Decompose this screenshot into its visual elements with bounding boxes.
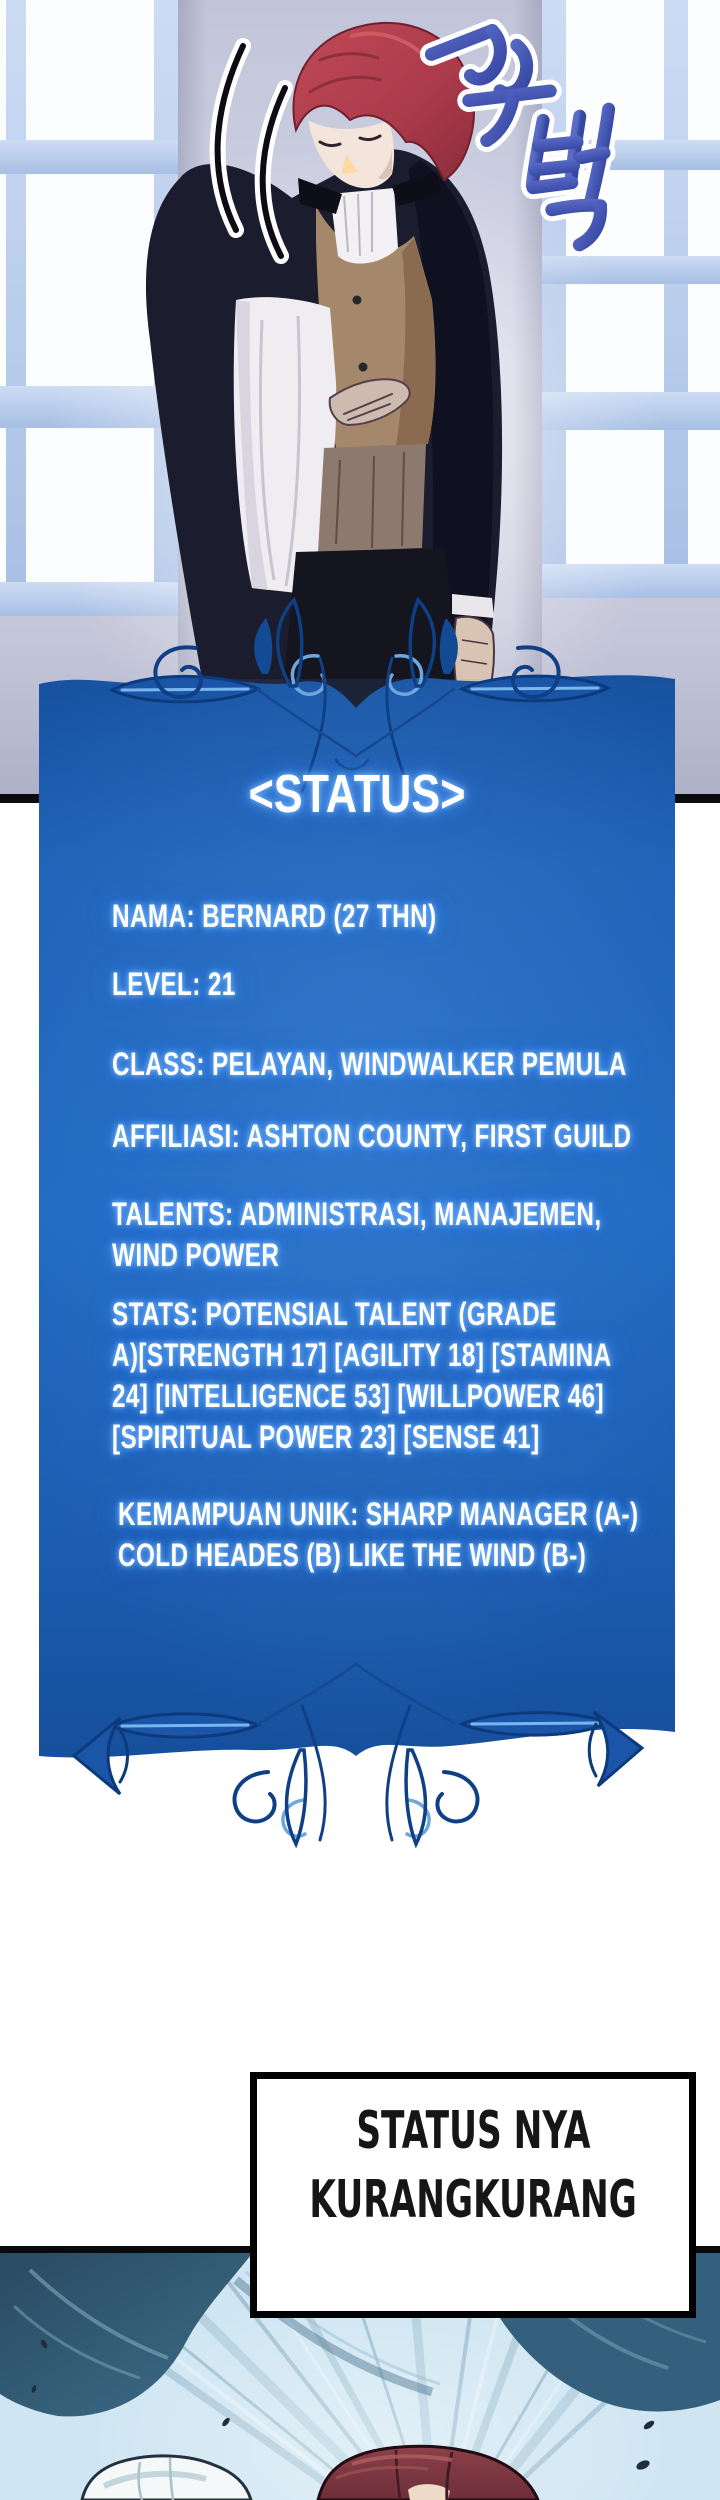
status-field-stats-2: A)[STRENGTH 17] [AGILITY 18] [STAMINA [112,1337,612,1373]
speech-line-1: STATUS NYA [355,2101,591,2161]
speech-box [250,2072,696,2318]
status-field-unique-1: KEMAMPUAN UNIK: SHARP MANAGER (A-) [118,1496,639,1532]
status-field-affiliasi: AFFILIASI: ASHTON COUNTY, FIRST GUILD [112,1118,632,1154]
status-title: <STATUS> [248,764,466,824]
status-field-nama: NAMA: BERNARD (27 THN) [112,898,437,934]
status-field-talents-2: WIND POWER [112,1237,280,1273]
status-field-level: LEVEL: 21 [112,966,236,1002]
status-field-class: CLASS: PELAYAN, WINDWALKER PEMULA [112,1046,627,1082]
status-field-stats-4: [SPIRITUAL POWER 23] [SENSE 41] [112,1419,540,1455]
status-field-talents: TALENTS: ADMINISTRASI, MANAJEMEN, [112,1196,602,1232]
status-field-unique-2: COLD HEADES (B) LIKE THE WIND (B-) [118,1537,587,1573]
speech-line-2: KURANGKURANG [309,2170,637,2230]
status-field-stats-1: STATS: POTENSIAL TALENT (GRADE [112,1296,557,1332]
status-window-panel [0,560,720,1880]
status-field-stats-3: 24] [INTELLIGENCE 53] [WILLPOWER 46] [112,1378,605,1414]
